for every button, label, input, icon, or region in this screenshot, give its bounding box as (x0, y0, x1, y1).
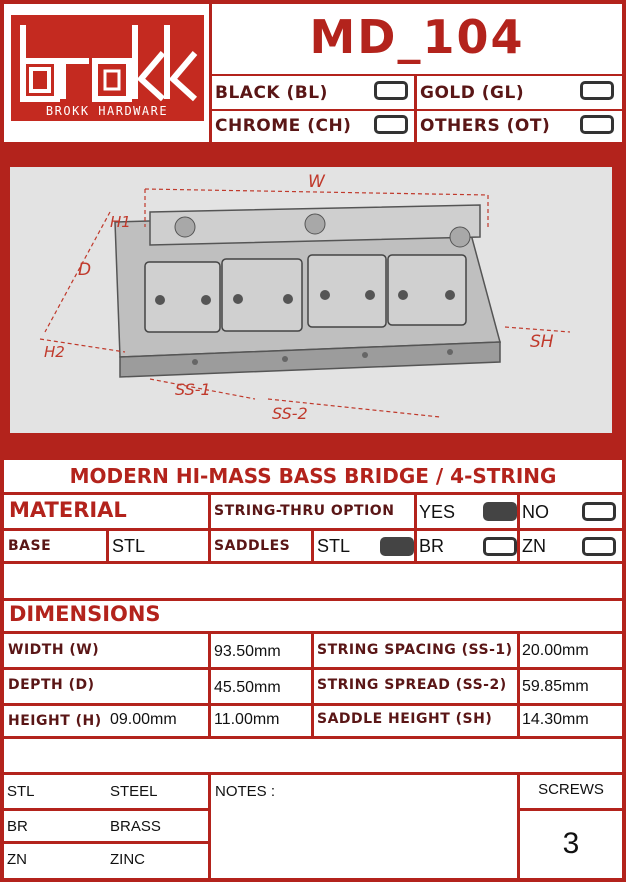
saddle-br-label: BR (419, 536, 445, 556)
height-label-cell (4, 706, 208, 736)
finish-others-label: OTHERS (OT) (420, 116, 551, 136)
legend-name-steel: STEEL (110, 783, 158, 800)
base-label-cell (4, 531, 106, 561)
string-thru-yes[interactable] (417, 495, 517, 528)
base-value-cell (109, 531, 208, 561)
product-title-bar (4, 460, 622, 492)
spread-label: STRING SPREAD (SS-2) (317, 677, 507, 693)
spread-label-cell (314, 670, 517, 703)
screws-value: 3 (562, 827, 580, 860)
dim-label-ss2: SS-2 (272, 404, 308, 423)
brokk-logo-mark (11, 15, 204, 121)
finish-gold-label: GOLD (GL) (420, 83, 525, 103)
material-heading: MATERIAL (9, 498, 127, 522)
spacing-label-cell (314, 634, 517, 667)
saddle-height-label: SADDLE HEIGHT (SH) (317, 711, 493, 727)
width-value: 93.50mm (214, 643, 281, 660)
width-label: WIDTH (W) (8, 642, 100, 658)
spread-value: 59.85mm (522, 678, 589, 695)
saddle-stl[interactable] (314, 531, 414, 561)
saddles-label-cell (211, 531, 311, 561)
saddle-height-value: 14.30mm (522, 711, 589, 728)
height-label: HEIGHT (H) (8, 713, 102, 729)
finish-black[interactable] (212, 76, 414, 109)
saddle-br-checkbox[interactable] (483, 537, 517, 556)
brokk-logo-text: BROKK HARDWARE (45, 104, 169, 118)
screws-label-cell (520, 775, 622, 808)
finish-gold-checkbox[interactable] (580, 81, 614, 100)
height-value-2: 11.00mm (214, 711, 280, 728)
saddle-stl-checkbox[interactable] (380, 537, 414, 556)
finish-others-checkbox[interactable] (580, 115, 614, 134)
saddle-stl-label: STL (317, 536, 351, 556)
legend-code-br: BR (7, 818, 28, 835)
string-thru-label: STRING-THRU OPTION (214, 503, 395, 519)
dim-label-h2: H2 (44, 343, 65, 361)
saddle-height-value-cell (520, 706, 622, 736)
string-thru-no[interactable] (520, 495, 622, 528)
finish-black-checkbox[interactable] (374, 81, 408, 100)
saddle-zn-checkbox[interactable] (582, 537, 616, 556)
depth-value-cell (211, 670, 311, 703)
dim-label-h1: H1 (110, 213, 131, 231)
material-heading-cell (4, 495, 208, 528)
legend-row-zinc (4, 844, 208, 878)
height-value-1: 09.00mm (110, 711, 177, 728)
finish-chrome-checkbox[interactable] (374, 115, 408, 134)
spacer-row-2 (4, 739, 622, 772)
width-value-cell (211, 634, 311, 667)
string-thru-no-label: NO (522, 502, 549, 522)
string-thru-yes-label: YES (419, 502, 456, 522)
finish-chrome-label: CHROME (CH) (215, 116, 352, 136)
model-panel (212, 4, 622, 74)
dimensions-heading: DIMENSIONS (9, 602, 161, 626)
saddle-height-label-cell (314, 706, 517, 736)
screws-label: SCREWS (538, 781, 604, 798)
dim-label-sh: SH (530, 332, 554, 352)
depth-label: DEPTH (D) (8, 677, 95, 693)
saddles-label: SADDLES (214, 538, 291, 554)
finish-black-label: BLACK (BL) (215, 83, 328, 103)
model-number: MD_104 (309, 10, 525, 64)
spacer-row-1 (4, 564, 622, 598)
dim-label-w: W (308, 172, 325, 192)
bridge-drawing (10, 167, 612, 433)
logo-panel (4, 4, 209, 142)
base-value: STL (112, 536, 146, 556)
height-value-cell (211, 706, 311, 736)
width-label-cell (4, 634, 208, 667)
legend-row-steel (4, 775, 208, 808)
string-thru-no-checkbox[interactable] (582, 502, 616, 521)
dim-label-d: D (78, 260, 92, 280)
finish-gold[interactable] (417, 76, 622, 109)
finish-chrome[interactable] (212, 111, 414, 142)
legend-code-stl: STL (7, 783, 35, 800)
dim-label-ss1: SS-1 (175, 380, 211, 399)
spacing-label: STRING SPACING (SS-1) (317, 642, 513, 658)
spacing-value-cell (520, 634, 622, 667)
dimensions-heading-cell (4, 601, 622, 631)
notes-field[interactable] (211, 775, 517, 878)
legend-code-zn: ZN (7, 851, 27, 868)
product-title: MODERN HI-MASS BASS BRIDGE / 4-STRING (69, 464, 557, 488)
spacing-value: 20.00mm (522, 642, 589, 659)
legend-row-brass (4, 811, 208, 841)
screws-value-cell (520, 811, 622, 878)
string-thru-yes-checkbox[interactable] (483, 502, 517, 521)
depth-value: 45.50mm (214, 679, 281, 696)
saddle-zn-label: ZN (522, 536, 546, 556)
legend-name-brass: BRASS (110, 818, 161, 835)
legend-name-zinc: ZINC (110, 851, 145, 868)
bridge-diagram (10, 167, 612, 433)
finish-others[interactable] (417, 111, 622, 142)
spread-value-cell (520, 670, 622, 703)
base-label: BASE (8, 538, 52, 554)
depth-label-cell (4, 670, 208, 703)
brokk-logo (11, 15, 204, 121)
saddle-br[interactable] (417, 531, 517, 561)
saddle-zn[interactable] (520, 531, 622, 561)
string-thru-cell (211, 495, 414, 528)
notes-label: NOTES : (215, 783, 276, 800)
